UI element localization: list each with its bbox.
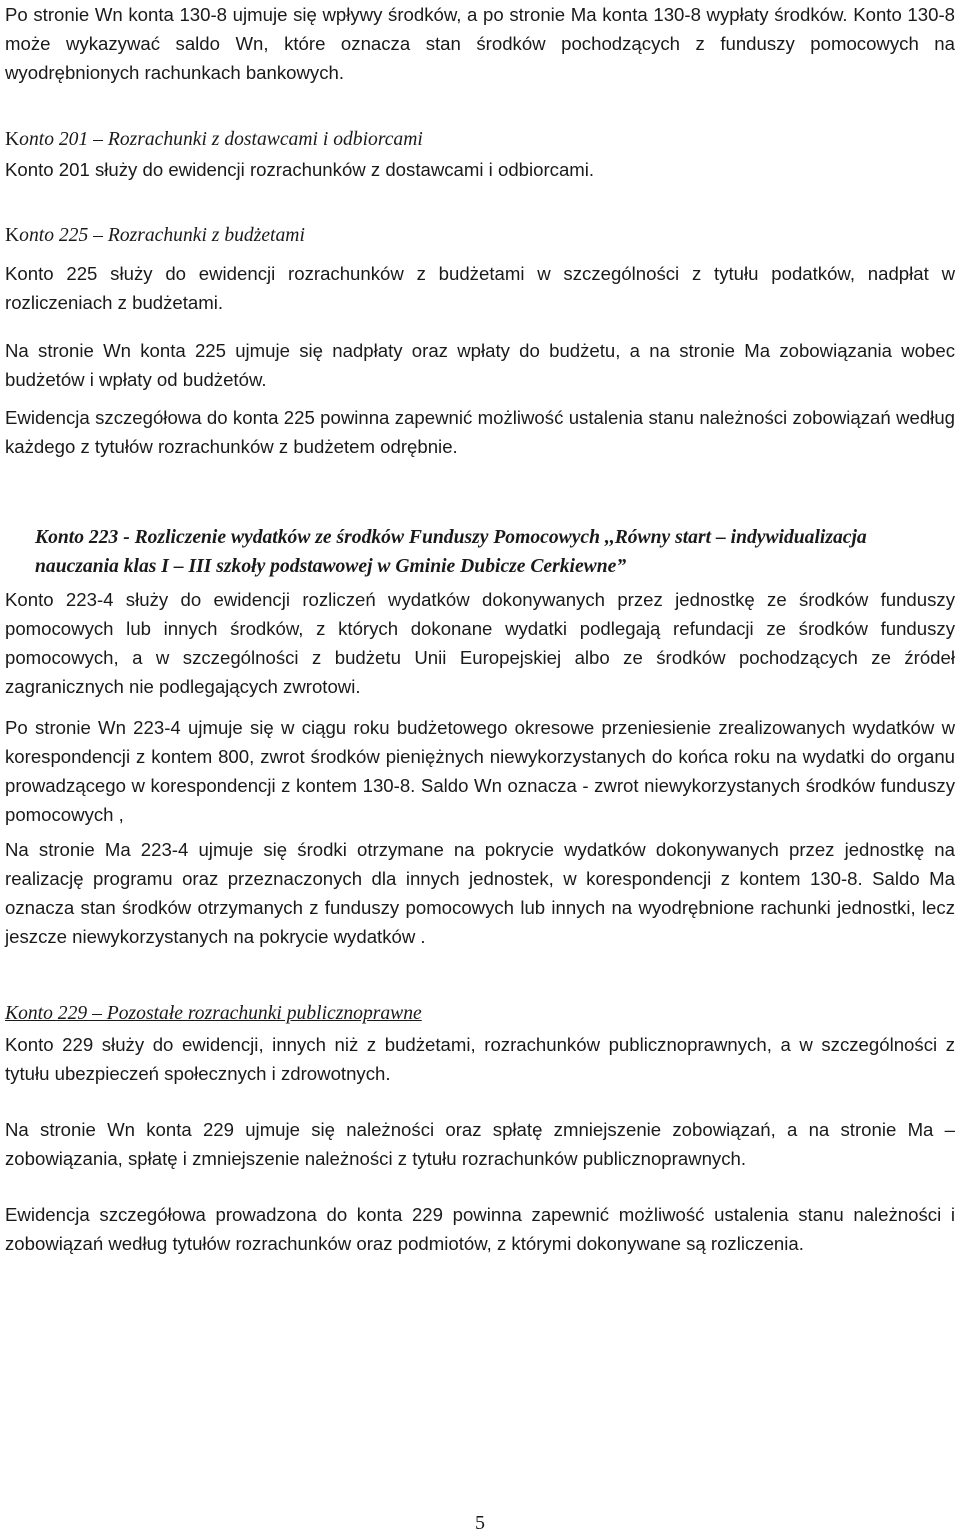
paragraph-223-3: Na stronie Ma 223-4 ujmuje się środki otrzymane na pokrycie wydatków dokonywanych przez jednostkę na realizację programu oraz przeznaczonych dla innych jednostek, w korespondencji z kontem 130-8. Saldo Ma oznacza stan środków otrzymanych z funduszy pomocowych lub innych na wyodrębnione rachunki jednostki, lecz jeszcze niewykorzystanych na pokrycie wydatków . <box>5 839 955 947</box>
document-page <box>5 0 955 1258</box>
heading-initial: K <box>5 225 20 246</box>
paragraph-225-3: Ewidencja szczegółowa do konta 225 powinna zapewnić możliwość ustalenia stanu należności zobowiązań według każdego z tytułów rozrachunków z budżetem odrębnie. <box>5 407 955 457</box>
paragraph-225-2: Na stronie Wn konta 225 ujmuje się nadpłaty oraz wpłaty do budżetu, a na stronie Ma zobowiązania wobec budżetów i wpłaty od budżetów. <box>5 340 955 390</box>
paragraph-201: Konto 201 służy do ewidencji rozrachunków z dostawcami i odbiorcami. <box>5 159 595 180</box>
section-heading-229: Konto 229 – Pozostałe rozrachunki publicznoprawne <box>5 1003 422 1024</box>
paragraph-223-2: Po stronie Wn 223-4 ujmuje się w ciągu roku budżetowego okresowe przeniesienie zrealizowanych wydatków w korespondencji z kontem 800, zwrot środków pieniężnych niewykorzystanych do końca roku na wydatki do organu prowadzącego w korespondencji z kontem 130-8. Saldo Wn oznacza - zwrot niewykorzystanych środków funduszy pomocowych , <box>5 717 955 825</box>
section-heading-201 <box>5 125 955 154</box>
heading-text: onto 225 – Rozrachunki z budżetami <box>19 225 305 246</box>
paragraph-225-1: Konto 225 służy do ewidencji rozrachunków z budżetami w szczególności z tytułu podatków, nadpłat w rozliczeniach z budżetami. <box>5 263 955 313</box>
heading-text: onto 201 – Rozrachunki z dostawcami i odbiorcami <box>19 129 423 150</box>
heading-initial: K <box>5 129 20 150</box>
paragraph-229-3: Ewidencja szczegółowa prowadzona do konta 229 powinna zapewnić możliwość ustalenia stanu należności i zobowiązań według tytułów rozrachunków oraz podmiotów, z którymi dokonywane są rozliczenia. <box>5 1204 955 1254</box>
paragraph-229-1: Konto 229 służy do ewidencji, innych niż z budżetami, rozrachunków publicznoprawnych, a w szczególności z tytułu ubezpieczeń społecznych i zdrowotnych. <box>5 1034 955 1084</box>
page-number: 5 <box>475 1512 485 1534</box>
paragraph-229-2: Na stronie Wn konta 229 ujmuje się należności oraz spłatę zmniejszenie zobowiązań, a na stronie Ma – zobowiązania, spłatę i zmniejszenie należności z tytułu rozrachunków publicznoprawnych. <box>5 1119 955 1169</box>
paragraph-223-1: Konto 223-4 służy do ewidencji rozliczeń wydatków dokonywanych przez jednostkę ze środków funduszy pomocowych lub innych środków, z których dokonane wydatki podlegają refundacji ze środków funduszy pomocowych, a w szczególności z budżetu Unii Europejskiej albo ze środków pochodzących ze źródeł zagranicznych nie podlegających zwrotowi. <box>5 589 955 697</box>
section-heading-225 <box>5 221 955 250</box>
section-heading-223: Konto 223 - Rozliczenie wydatków ze środków Funduszy Pomocowych ,,Równy start – indywidualizacja nauczania klas I – III szkoły podstawowej w Gminie Dubicze Cerkiewne” <box>35 527 867 577</box>
intro-paragraph: Po stronie Wn konta 130-8 ujmuje się wpływy środków, a po stronie Ma konta 130-8 wypłaty środków. Konto 130-8 może wykazywać saldo Wn, które oznacza stan środków pochodzących z funduszy pomocowych na wyodrębnionych rachunkach bankowych. <box>5 4 955 83</box>
